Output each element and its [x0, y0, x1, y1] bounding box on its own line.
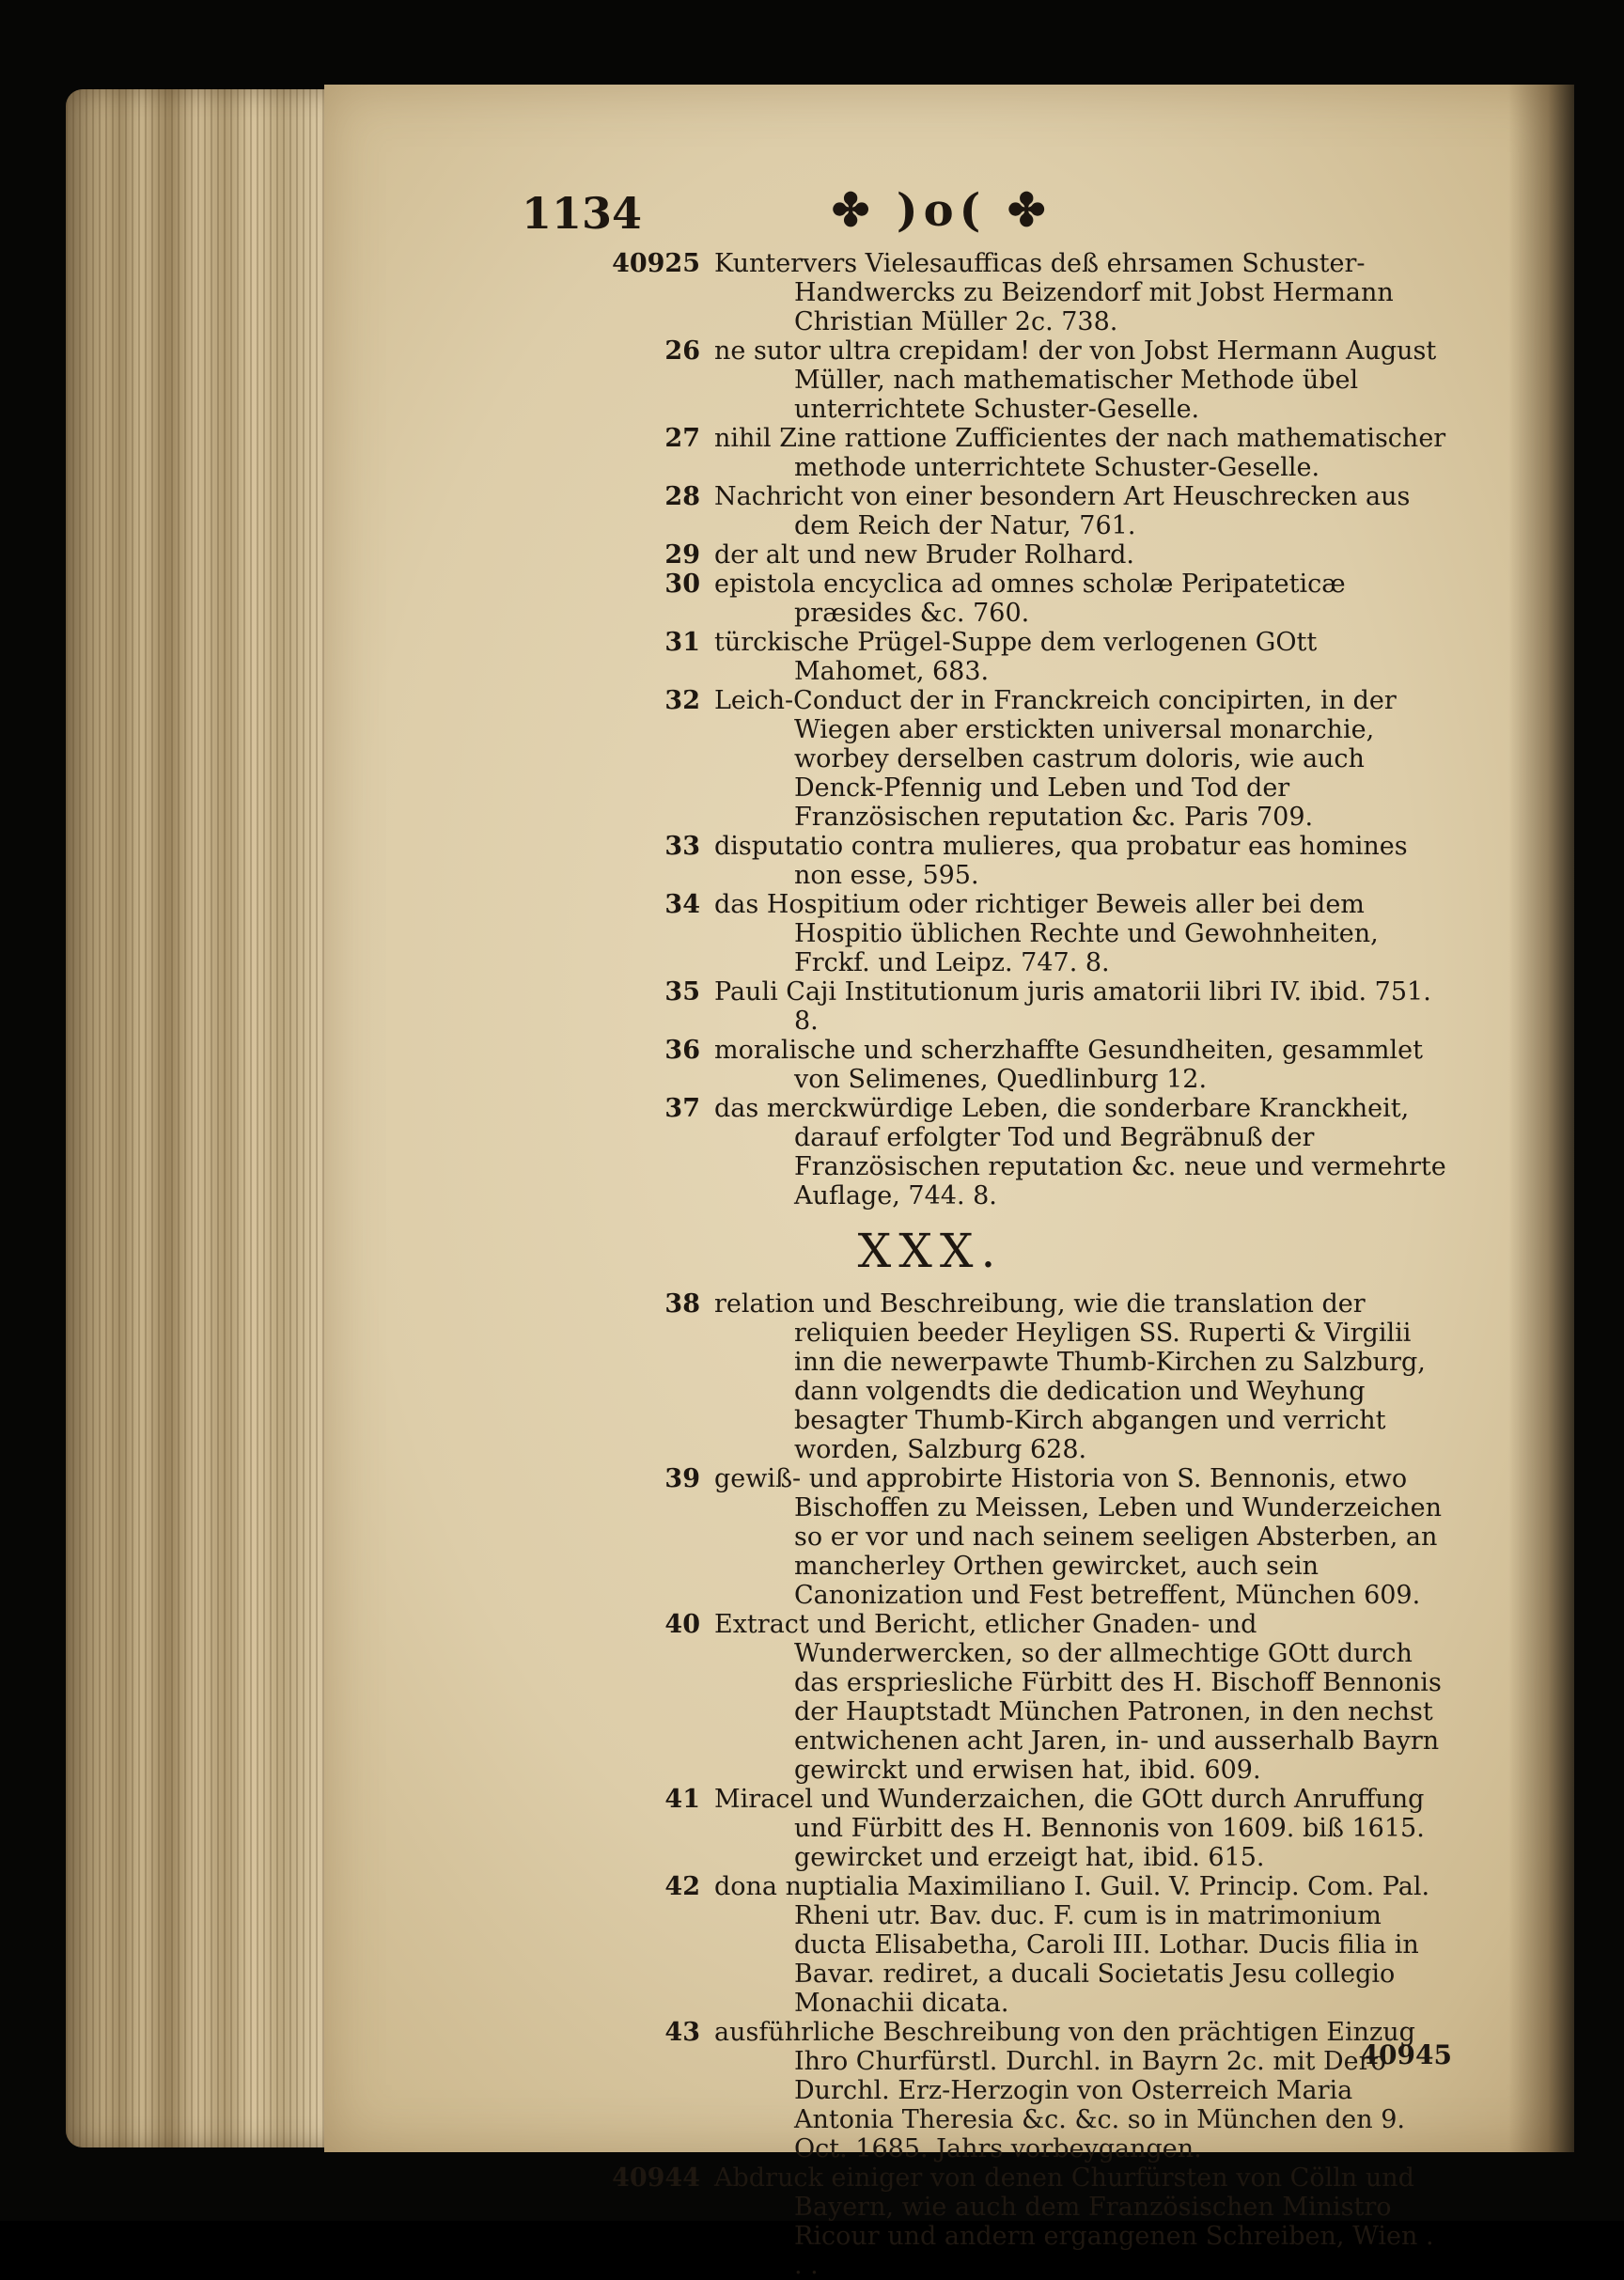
entry-number: 29: [664, 540, 700, 570]
entry-title: das Hospitium oder richtiger Beweis aller bei dem Hospitio üblichen Rechte und Gewohnheiten, Frckf. und Leipz. 747. 8.: [714, 890, 1379, 977]
page-header: [522, 184, 1461, 254]
page-edges: [66, 89, 348, 2147]
entry-title: türckische Prügel-Suppe dem verlogenen GOtt Mahomet, 683.: [714, 628, 1318, 686]
catalog-entry: [324, 1464, 1518, 1610]
catalog-entry: [324, 249, 1518, 336]
entry-number: 42: [664, 1872, 700, 1901]
book-gutter: [1508, 85, 1574, 2152]
catalog-entry: [324, 977, 1518, 1036]
catchword: 40945: [1360, 2039, 1452, 2070]
entry-title: Kuntervers Vielesaufficas deß ehrsamen Schuster-Handwercks zu Beizendorf mit Jobst Hermann Christian Müller 2c. 738.: [714, 249, 1394, 336]
catalog-entry: [324, 1785, 1518, 1872]
catalog-entry: [324, 570, 1518, 628]
entry-number: 39: [664, 1464, 700, 1493]
catalog-entry: [324, 540, 1518, 570]
entry-title: Leich-Conduct der in Franckreich concipirten, in der Wiegen aber erstickten universal monarchie, worbey derselben castrum doloris, wie auch Denck-Pfennig und Leben und Tod der Französischen reputation &c. Paris 709.: [714, 686, 1397, 832]
catalog-entry: [324, 1094, 1518, 1210]
catalog-entry: [324, 1289, 1518, 1464]
entry-title: der alt und new Bruder Rolhard.: [714, 540, 1134, 570]
catalog-entry: [324, 336, 1518, 424]
entry-number: 31: [664, 628, 700, 657]
entry-title: ausführliche Beschreibung von den prächtigen Einzug Ihro Churfürstl. Durchl. in Bayrn 2c. mit Dero Durchl. Erz-Herzogin von Osterreich Maria Antonia Theresia &c. &c. so in München den 9. Oct. 1685. Jahrs vorbeygangen.: [714, 2018, 1415, 2163]
entry-title: relation und Beschreibung, wie die translation der reliquien beeder Heyligen SS. Ruperti & Virgilii inn die newerpawte Thumb-Kirchen zu Salzburg, dann volgendts die dedication und Weyhung besagter Thumb-Kirch abgangen und verricht worden, Salzburg 628.: [714, 1289, 1426, 1464]
entry-number: 27: [664, 424, 700, 453]
page-number: 1134: [522, 188, 643, 239]
book-page: [324, 85, 1574, 2280]
entry-number: 40944: [612, 2163, 700, 2193]
catalog-entry: [324, 424, 1518, 482]
entry-number: 41: [664, 1785, 700, 1814]
header-ornament: ✤ )o( ✤: [832, 184, 1052, 237]
entry-number: 43: [664, 2018, 700, 2047]
entry-number: 37: [664, 1094, 700, 1123]
section-heading: XXX.: [857, 1224, 1004, 1278]
entry-title: Abdruck einiger von denen Churfürsten von Cölln und Bayern, wie auch dem Französischen Ministro Ricour und andern ergangenen Schreiben, Wien . . .: [714, 2163, 1434, 2280]
entry-number: 32: [664, 686, 700, 715]
catalog-entry: [324, 2018, 1518, 2163]
entry-number: 28: [664, 482, 700, 511]
entry-title: disputatio contra mulieres, qua probatur eas homines non esse, 595.: [714, 832, 1408, 890]
entry-number: 35: [664, 977, 700, 1007]
entry-number: 26: [664, 336, 700, 366]
entry-title: gewiß- und approbirte Historia von S. Bennonis, etwo Bischoffen zu Meissen, Leben und Wunderzeichen so er vor und nach seinem seeligen Absterben, an mancherley Orthen gewircket, auch sein Canonization und Fest betreffent, München 609.: [714, 1464, 1443, 1610]
catalog-entry: [324, 482, 1518, 540]
catalog-entries: [324, 249, 1518, 2280]
catalog-entry: [324, 1872, 1518, 2018]
entry-title: moralische und scherzhaffte Gesundheiten, gesammlet von Selimenes, Quedlinburg 12.: [714, 1036, 1423, 1094]
catalog-entry: [324, 686, 1518, 832]
entry-title: das merckwürdige Leben, die sonderbare Kranckheit, darauf erfolgter Tod und Begräbnuß der Französischen reputation &c. neue und vermehrte Auflage, 744. 8.: [714, 1094, 1446, 1210]
entry-title: Miracel und Wunderzaichen, die GOtt durch Anruffung und Fürbitt des H. Bennonis von 1609. biß 1615. gewircket und erzeigt hat, ibid. 615.: [714, 1785, 1425, 1872]
entry-title: dona nuptialia Maximiliano I. Guil. V. Princip. Com. Pal. Rheni utr. Bav. duc. F. cum is in matrimonium ducta Elisabetha, Caroli III. Lothar. Ducis filia in Bavar. rediret, a ducali Societatis Jesu collegio Monachii dicata.: [714, 1872, 1430, 2018]
entries-after-section: [324, 1289, 1518, 2280]
catalog-entry: [324, 832, 1518, 890]
entries-before-section: [324, 249, 1518, 1210]
entry-title: Pauli Caji Institutionum juris amatorii libri IV. ibid. 751. 8.: [714, 977, 1431, 1036]
entry-number: 38: [664, 1289, 700, 1319]
catalog-entry: [324, 628, 1518, 686]
catalog-entry: [324, 1036, 1518, 1094]
entry-number: 40: [664, 1610, 700, 1639]
entry-title: nihil Zine rattione Zufficientes der nach mathematischer methode unterrichtete Schuster-Geselle.: [714, 424, 1446, 482]
entry-number: 33: [664, 832, 700, 861]
entry-title: ne sutor ultra crepidam! der von Jobst Hermann August Müller, nach mathematischer Methode übel unterrichtete Schuster-Geselle.: [714, 336, 1437, 424]
entry-title: epistola encyclica ad omnes scholæ Peripateticæ præsides &c. 760.: [714, 570, 1346, 628]
entry-title: Extract und Bericht, etlicher Gnaden- und Wunderwercken, so der allmechtige GOtt durch das erspriesliche Fürbitt des H. Bischoff Bennonis der Hauptstadt München Patronen, in den nechst entwichenen acht Jaren, in- und ausserhalb Bayrn gewirckt und erwisen hat, ibid. 609.: [714, 1610, 1442, 1785]
entry-number: 30: [664, 570, 700, 599]
catalog-entry: [324, 890, 1518, 977]
catalog-entry: [324, 1610, 1518, 1785]
entry-number: 36: [664, 1036, 700, 1065]
entry-title: Nachricht von einer besondern Art Heuschrecken aus dem Reich der Natur, 761.: [714, 482, 1411, 540]
entry-number: 40925: [612, 249, 700, 278]
entry-number: 34: [664, 890, 700, 919]
catalog-entry: [324, 2163, 1518, 2280]
